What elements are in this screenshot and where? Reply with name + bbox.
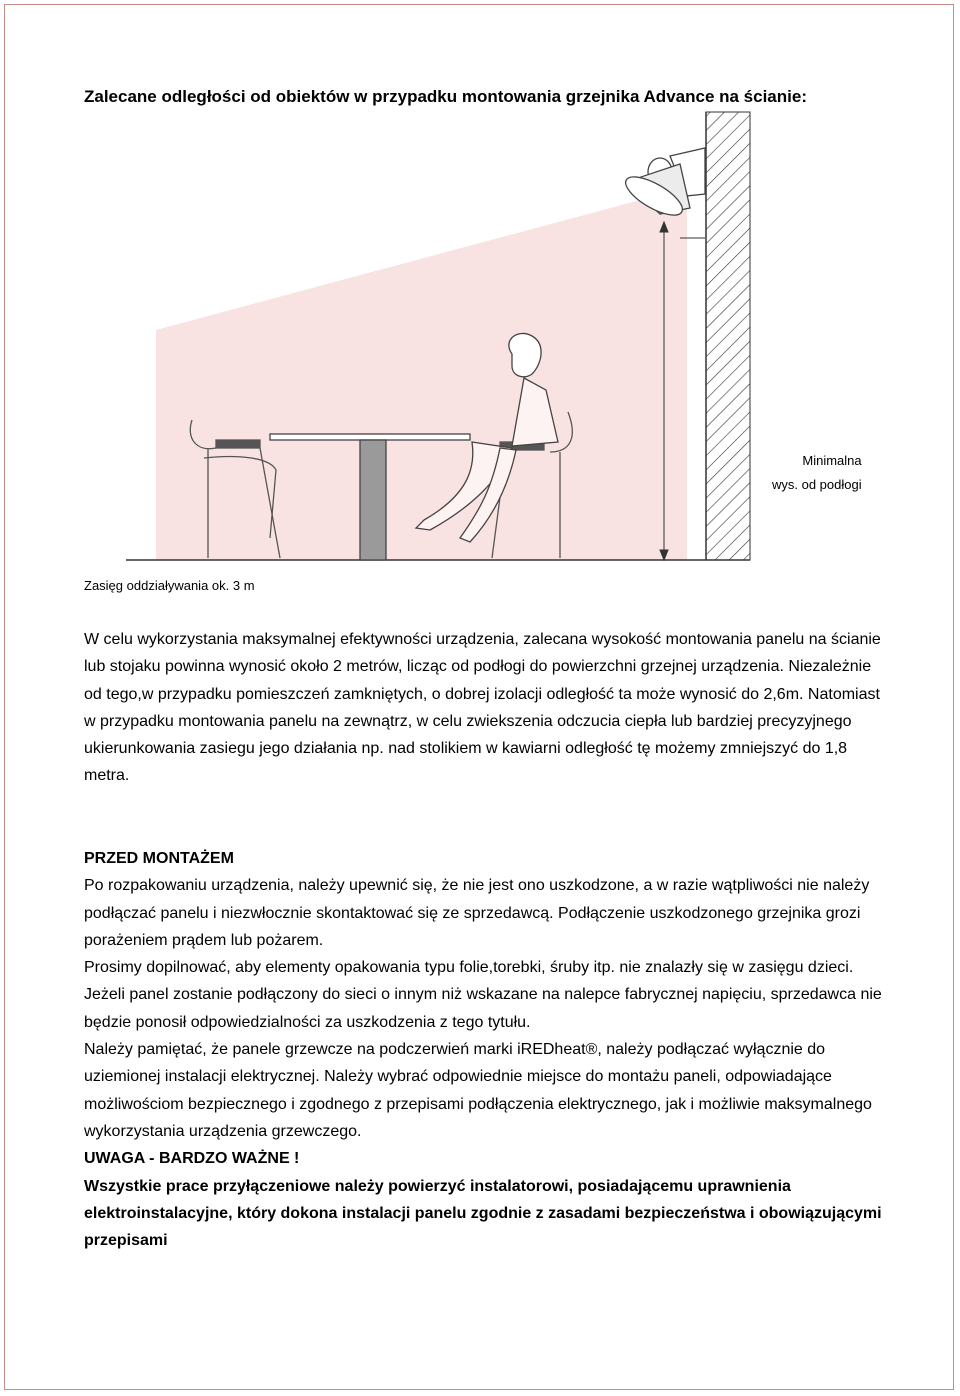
label-minimum-height-line2: wys. od podłogi [772,477,862,492]
section-paragraph-2: Prosimy dopilnować, aby elementy opakowania typu folie,torebki, śruby itp. nie znalazły się w zasięgu dzieci. Jeżeli panel zostanie podłączony do sieci o innym niż wskazane na nalepce fabrycznej napięciu, sprzedawca nie będzie ponosił odpowiedzialności za uszkodzenia z tego tytułu. [84,959,882,1031]
section-before-mounting [84,845,884,1254]
section-title: PRZED MONTAŻEM [84,850,234,867]
section-paragraph-1: Po rozpakowaniu urządzenia, należy upewnić się, że nie jest ono uszkodzone, a w razie wątpliwości nie należy podłączać panelu i niezwłocznie skontaktować się ze sprzedawcą. Podłączenie uszkodzonego grzejnika grozi porażeniem prądem lub pożarem. [84,877,870,949]
section-paragraph-3: Należy pamiętać, że panele grzewcze na podczerwień marki iREDheat®, należy podłączać wyłącznie do uziemionej instalacji elektrycznej. Należy wybrać odpowiednie miejsce do montażu paneli, odpowiadające możliwościom bezpiecznego i zgodnego z przepisami podłączenia elektrycznego, jak i możliwie maksymalnego wykorzystania urządzenia grzewczego. [84,1041,872,1140]
mounting-diagram [120,108,780,578]
warning-title: UWAGA - BARDZO WAŻNE ! [84,1150,300,1168]
label-range: Zasięg oddziaływania ok. 3 m [84,578,255,593]
label-minimum-height [772,449,862,497]
paragraph-mounting-height: W celu wykorzystania maksymalnej efektywności urządzenia, zalecana wysokość montowania panelu na ścianie lub stojaku powinna wynosić około 2 metrów, licząc od podłogi do powierzchni grzejnej urządzenia. Niezależnie od tego,w przypadku pomieszczeń zamkniętych, o dobrej izolacji odległość ta może wynosić do 2,6m. Natomiast w przypadku montowania panelu na zewnątrz, w celu zwiekszenia odczucia ciepła lub bardziej precyzyjnego ukierunkowania zasiegu jego działania np. nad stolikiem w kawiarni odległość tę możemy zmniejszyć do 1,8 metra. [84,631,881,785]
wall [706,112,750,560]
label-minimum-height-line1: Minimalna [802,453,862,468]
warning-text: Wszystkie prace przyłączeniowe należy powierzyć instalatorowi, posiadającemu uprawnienia elektroinstalacyjne, który dokona instalacji panelu zgodnie z zasadami bezpieczeństwa i obowiązującymi przepisami [84,1177,882,1250]
page-heading: Zalecane odległości od obiektów w przypadku montowania grzejnika Advance na ścianie: [84,87,807,106]
heat-zone [156,200,687,560]
